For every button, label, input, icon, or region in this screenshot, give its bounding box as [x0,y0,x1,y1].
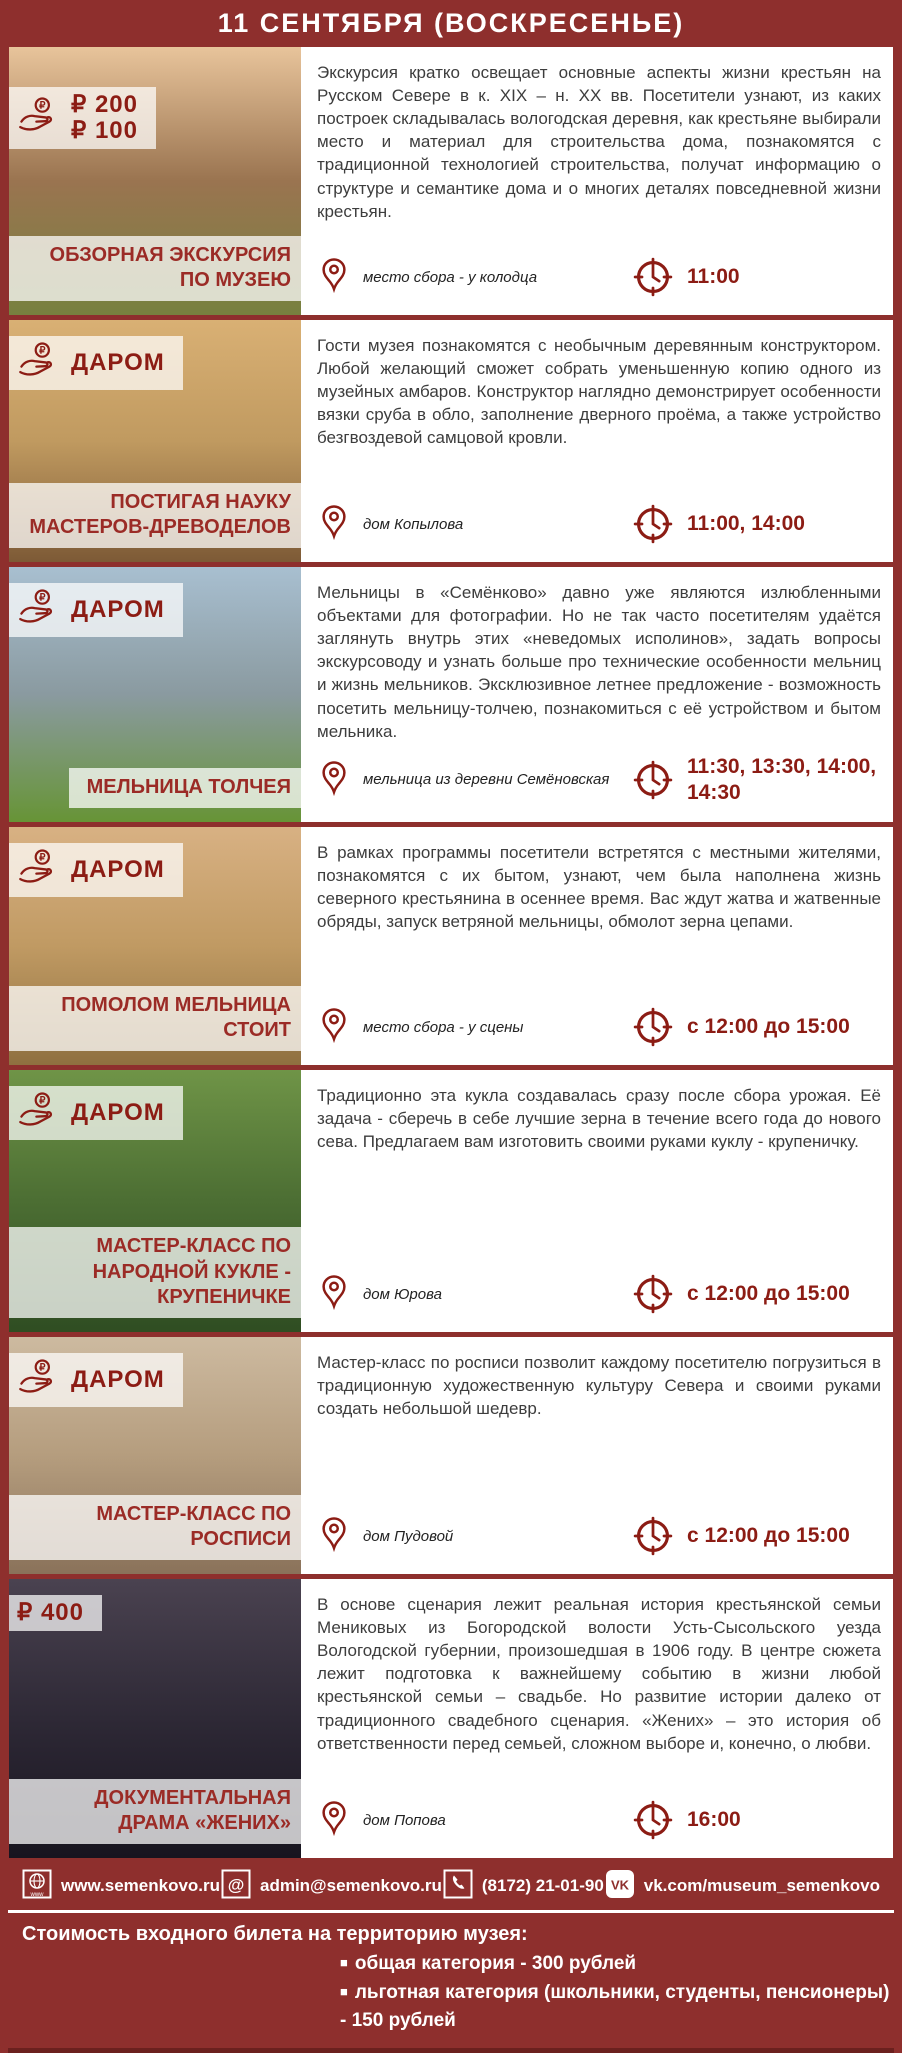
svg-text:₽: ₽ [39,592,46,604]
event-content [301,1337,893,1574]
event-time: 11:00 [687,264,740,288]
svg-text:₽: ₽ [39,1362,46,1374]
bullet-icon: ■ [340,1983,348,1999]
event-time-group [631,1514,881,1558]
event-description: В рамках программы посетители встретятся с местными жителями, познакомятся с их бытом, узнают, чем была наполнена жизнь северного крестьянина в осеннее время. Вас ждут жатва и жатвенные обряды, запуск ветряной мельницы, обмолот зерна цепами. [317,843,881,932]
event-meta [317,1788,881,1842]
event-location: дом Попова [363,1811,446,1829]
event-location: мельница из деревни Семёновская [363,771,610,789]
event-card [8,1578,894,1859]
event-time-group [631,1798,881,1842]
event-meta [317,1504,881,1558]
event-meta [317,492,881,546]
price-text: ₽ 400 [17,1599,84,1626]
map-pin-icon [319,1274,349,1314]
clock-icon [631,1514,675,1558]
event-card [8,1336,894,1575]
event-photo [9,1337,301,1574]
price-badge [9,1595,102,1631]
vk-label: vk.com/museum_semenkovo [643,1876,880,1895]
event-description: Мастер-класс по росписи позволит каждому посетителю погрузиться в традиционную художественную культуру Севера и своими руками создать небольшой шедевр. [317,1353,881,1419]
pricing-heading: Стоимость входного билета на территорию музея: [22,1923,528,1945]
event-content [301,827,893,1065]
footer-contacts [8,1862,894,1910]
event-photo [9,827,301,1065]
svg-text:@: @ [227,1875,245,1894]
event-time: с 12:00 до 15:00 [687,1281,850,1305]
event-description: Мельницы в «Семёнково» давно уже являются излюбленными объектами для фотографии. Но не так часто посетителям удаётся заглянуть внутрь этих «неведомых исполинов», задать вопросы экскурсоводу и узнать больше про технические особенности мельниц и жизнь мельников. Эксклюзивное летнее предложение - возможность посетить мельницу-толчею, познакомиться с её устройством и бытом мельника. [317,583,881,741]
price-text: ДАРОМ [71,856,165,883]
clock-icon [631,502,675,546]
hand-with-ruble-icon [17,588,61,632]
clock-icon [631,1272,675,1316]
hand-with-ruble-icon [17,1358,61,1402]
event-card [8,46,894,316]
pricing-item: ■ общая категория - 300 рублей [340,1953,637,1974]
event-content [301,567,893,822]
event-time: 11:30, 13:30, 14:00, 14:30 [687,754,877,804]
email-label: admin@semenkovo.ru [260,1876,442,1895]
event-photo [9,1070,301,1332]
hand-with-ruble-icon [17,1091,61,1135]
map-pin-icon [319,1516,349,1556]
vk-link[interactable] [605,1869,880,1904]
clock-icon [631,1005,675,1049]
event-location: место сбора - у колодца [363,268,538,286]
event-location: дом Юрова [363,1285,442,1303]
event-content [301,1070,893,1332]
hand-with-ruble-icon [17,96,61,140]
event-location: место сбора - у сцены [363,1018,524,1036]
bullet-icon: ■ [340,1955,348,1970]
svg-text:₽: ₽ [39,345,46,357]
price-badge [9,1353,183,1407]
event-meta [317,1262,881,1316]
phone-link[interactable] [443,1869,604,1904]
event-title: ОБЗОРНАЯ ЭКСКУРСИЯ ПО МУЗЕЮ [9,236,301,301]
event-card [8,1069,894,1333]
event-title: ПОСТИГАЯ НАУКУ МАСТЕРОВ-ДРЕВОДЕЛОВ [9,483,301,548]
svg-text:VK: VK [610,1877,629,1892]
price-text: ДАРОМ [71,1099,165,1126]
event-title: МЕЛЬНИЦА ТОЛЧЕЯ [69,768,301,808]
email-link[interactable] [221,1869,442,1904]
price-badge [9,843,183,897]
map-pin-icon [319,1800,349,1840]
event-photo [9,47,301,315]
svg-text:₽: ₽ [39,852,46,864]
clock-icon [631,758,675,802]
price-text: ДАРОМ [71,596,165,623]
event-time-group [631,255,881,299]
event-photo [9,567,301,822]
event-photo [9,320,301,562]
page-title: 11 СЕНТЯБРЯ (ВОСКРЕСЕНЬЕ) [217,7,685,38]
price-text: ДАРОМ [71,349,165,376]
event-description: Экскурсия кратко освещает основные аспекты жизни крестьян на Русском Севере в к. XIX – н. XX вв. Посетители узнают, из каких построек складывалась вологодская деревня, как крестьяне выбирали место и материал для строительства дома, познакомятся с традиционной технологией строительства, получат информацию о структуре и семантике дома и о многих деталях повседневной жизни крестьян. [317,63,881,221]
phone-label: (8172) 21-01-90 [481,1876,604,1895]
event-time-group [631,502,881,546]
map-pin-icon [319,1007,349,1047]
event-time: с 12:00 до 15:00 [687,1523,850,1547]
events-list [8,46,894,1859]
clock-icon [631,1798,675,1842]
event-title: МАСТЕР-КЛАСС ПО НАРОДНОЙ КУКЛЕ - КРУПЕНИЧКЕ [9,1227,301,1318]
event-meta [317,744,881,807]
event-content [301,47,893,315]
event-description: В основе сценария лежит реальная история крестьянской семьи Мениковых из Богородской волости Усть-Сысольского уезда Вологодской губернии, произошедшая в 1906 году. В центре сюжета лежит подготовка к важнейшему событию в жизни любой крестьянской семьи – свадьбе. Но развитие истории далеко от традиционного свадебного сценария. «Жених» – это история об ответственности перед семьей, сложном выборе и, конечно, о любви. [317,1595,881,1753]
map-pin-icon [319,257,349,297]
event-location: дом Пудовой [363,1527,454,1545]
svg-text:www: www [30,1891,44,1898]
map-pin-icon [319,504,349,544]
map-pin-icon [319,760,349,800]
website-link[interactable] [22,1869,220,1904]
event-title: ДОКУМЕНТАЛЬНАЯ ДРАМА «ЖЕНИХ» [9,1779,301,1844]
event-content [301,1579,893,1858]
svg-text:₽: ₽ [39,100,46,112]
event-time-group [631,1005,881,1049]
hand-with-ruble-icon [17,341,61,385]
vk-logo-icon [605,1869,635,1904]
event-card [8,566,894,823]
event-meta [317,245,881,299]
event-location: дом Копылова [363,515,464,533]
price-text: ₽ 200 ₽ 100 [71,91,138,144]
event-photo [9,1579,301,1858]
event-title: МАСТЕР-КЛАСС ПО РОСПИСИ [9,1495,301,1560]
event-time: 16:00 [687,1807,741,1831]
globe-www-icon [22,1869,52,1904]
event-meta [317,995,881,1049]
svg-text:₽: ₽ [39,1095,46,1107]
price-text: ДАРОМ [71,1366,165,1393]
pricing-item: ■ льготная категория (школьники, студенты, пенсионеры) - 150 рублей [340,1981,890,2031]
price-badge [9,583,183,637]
event-time: 11:00, 14:00 [687,511,805,535]
event-description: Гости музея познакомятся с необычным деревянным конструктором. Любой желающий сможет собрать уменьшенную копию одного из музейных амбаров. Конструктор наглядно демонстрирует особенности вязки сруба в обло, заполнение дверного проёма, а также устройство безгвоздевой самцовой кровли. [317,336,881,448]
price-badge [9,87,156,149]
website-label: www.semenkovo.ru [61,1876,221,1895]
event-time: с 12:00 до 15:00 [687,1014,850,1038]
event-card [8,319,894,563]
event-content [301,320,893,562]
event-card [8,826,894,1066]
pricing-items [340,1950,894,2036]
hand-with-ruble-icon [17,848,61,892]
at-icon [221,1869,251,1904]
price-badge [9,1086,183,1140]
event-time-group [631,754,881,807]
price-badge [9,336,183,390]
phone-icon [443,1869,473,1904]
event-description: Традиционно эта кукла создавалась сразу после сбора урожая. Её задача - сберечь в себе лучшие зерна в течение всего года до нового сева. Предлагаем вам изготовить своими руками куклу - крупеничку. [317,1086,881,1152]
event-time-group [631,1272,881,1316]
clock-icon [631,255,675,299]
event-title: ПОМОЛОМ МЕЛЬНИЦА СТОИТ [9,986,301,1051]
ticket-pricing [8,1913,894,2053]
